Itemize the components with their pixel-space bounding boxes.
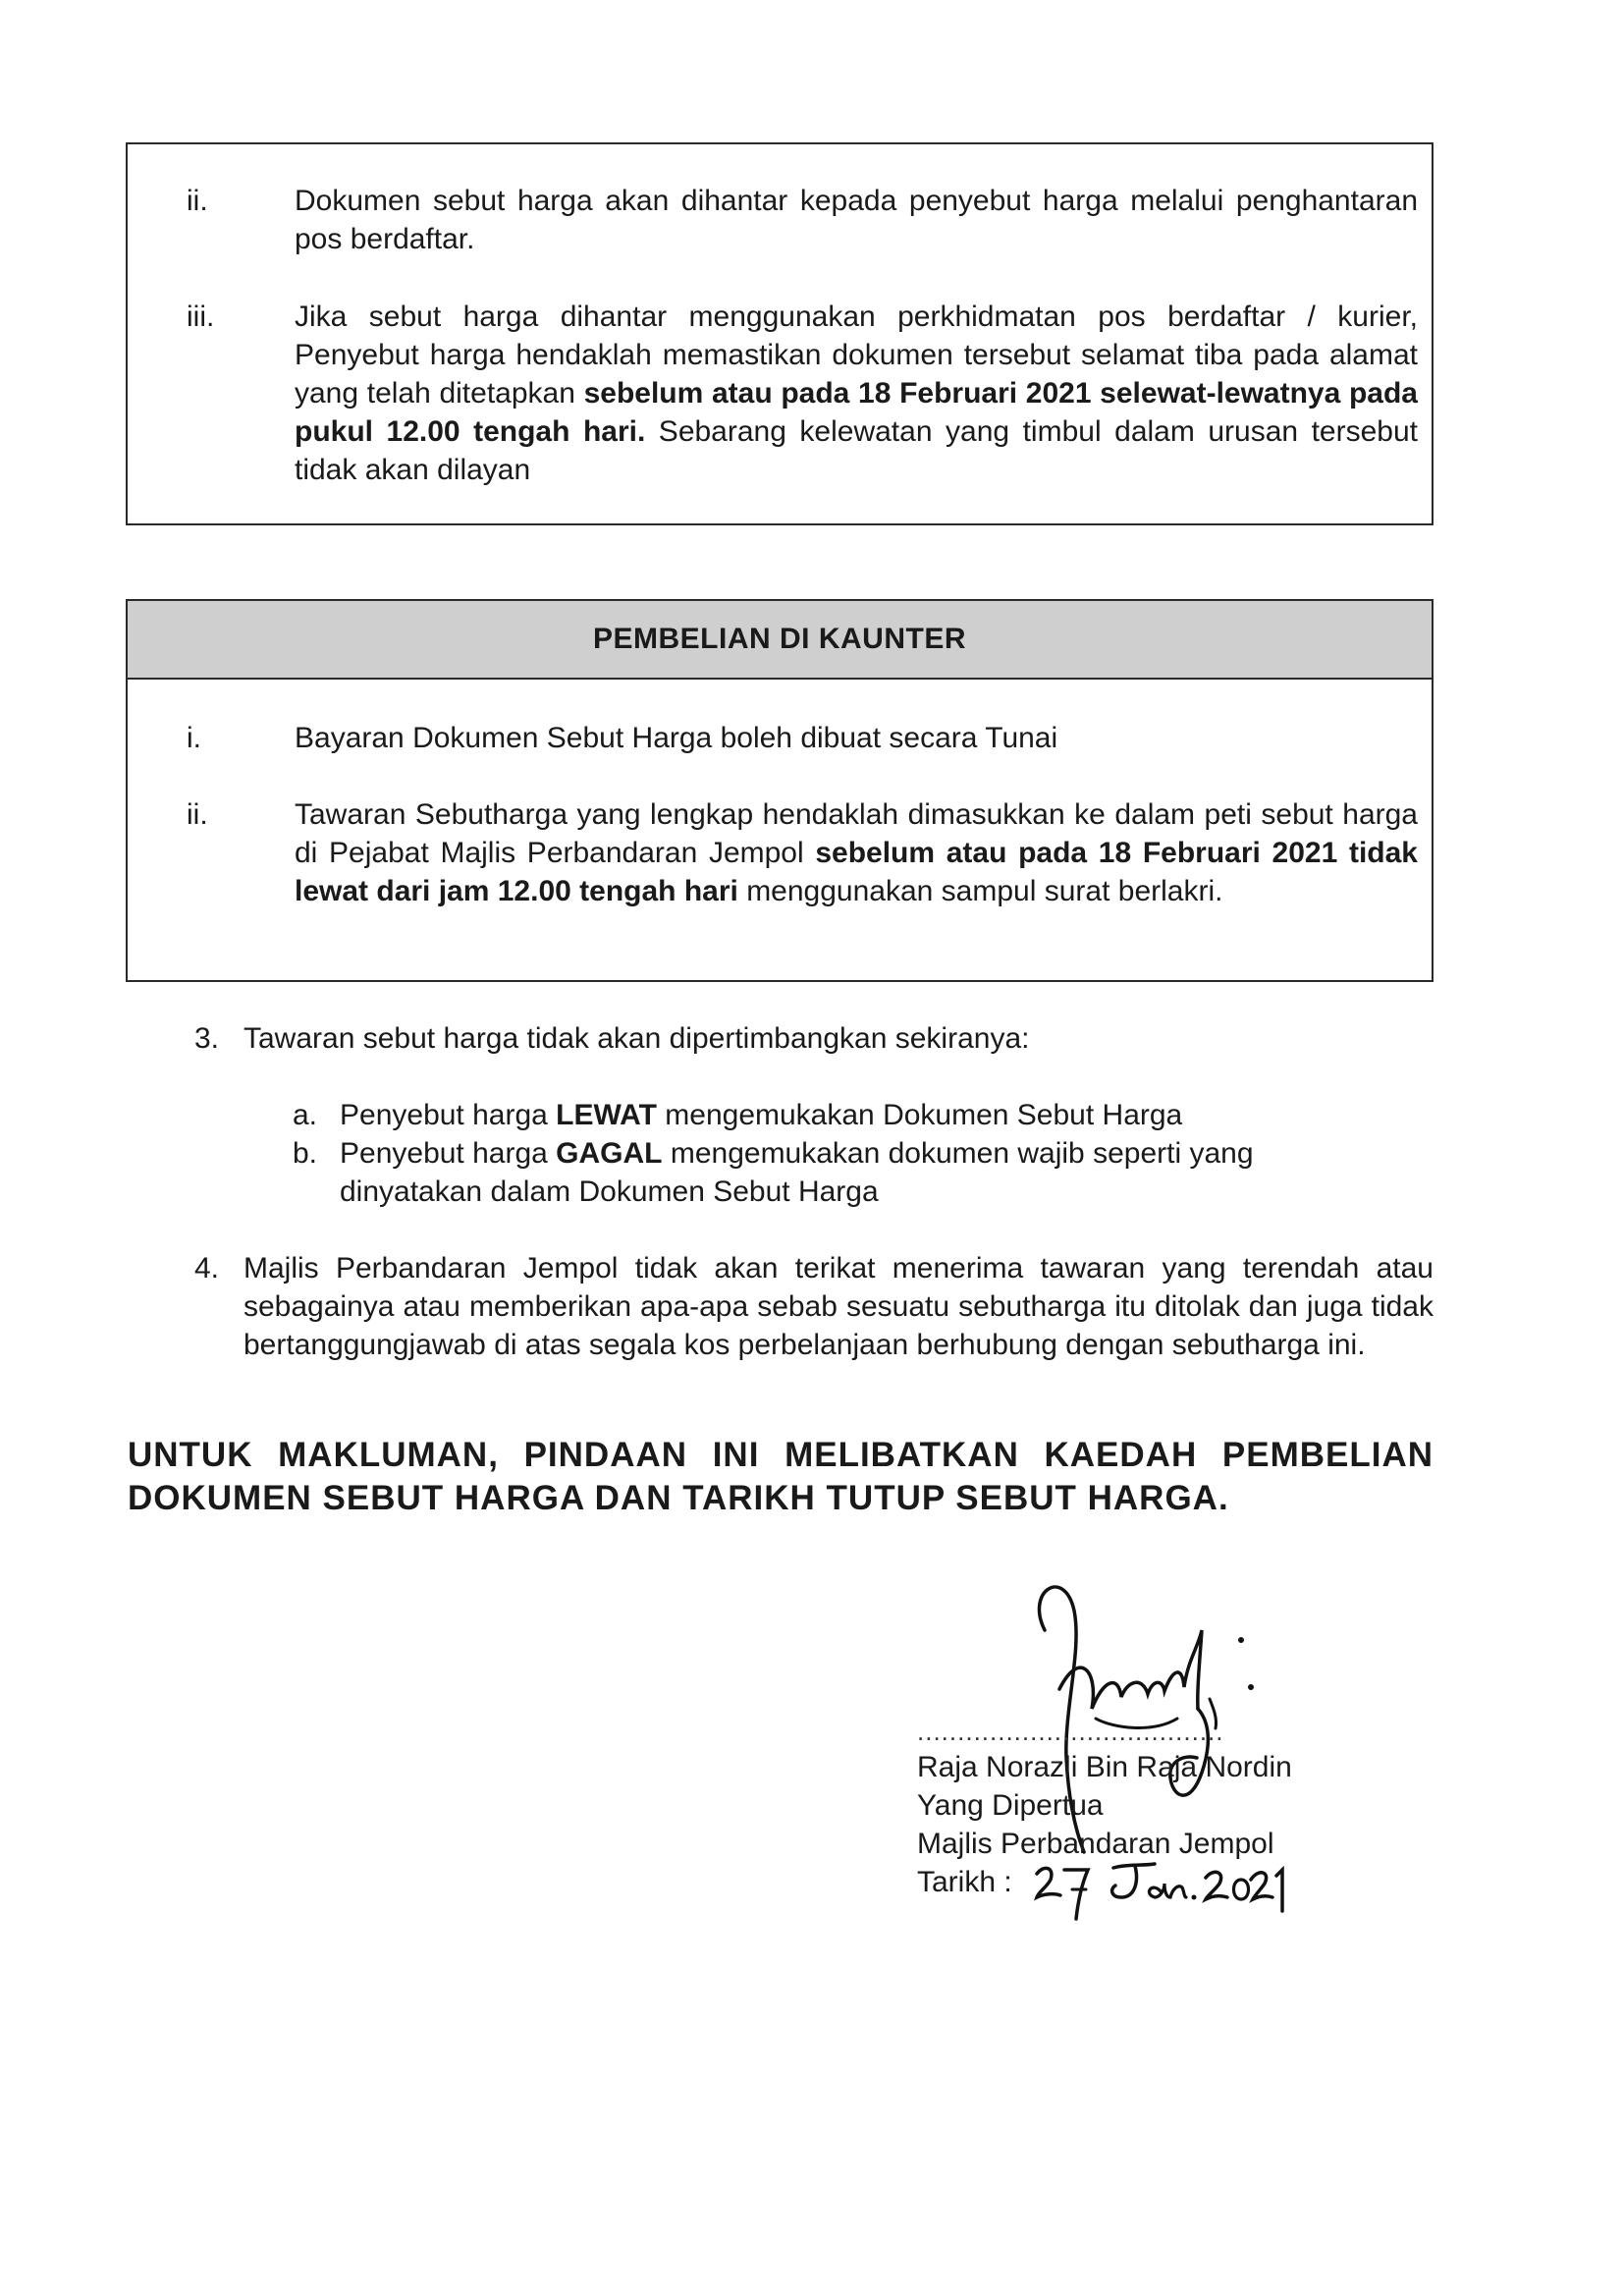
item-text-bold: sebelum atau pada 18 Februari 2021 selewat-lewatnya pada pukul 12.00 tengah hari. bbox=[295, 377, 1418, 448]
sub-item-label: a. bbox=[293, 1099, 318, 1131]
sub-item-text-part: mengemukakan dokumen wajib seperti yang dinyatakan dalam Dokumen Sebut Harga bbox=[340, 1137, 1254, 1208]
sub-item-text-part: Penyebut harga bbox=[340, 1099, 557, 1131]
item-text: Dokumen sebut harga akan dihantar kepada penyebut harga melalui penghantaran pos berdaftar. bbox=[295, 185, 1418, 255]
item-text-bold: sebelum atau pada 18 Februari 2021 tidak lewat dari jam 12.00 tengah hari bbox=[295, 837, 1418, 907]
list-item bbox=[187, 719, 1418, 757]
item-text-part: Jika sebut harga dihantar menggunakan perkhidmatan pos berdaftar / kurier, Penyebut harga hendaklah memastikan dokumen tersebut selamat tiba pada alamat yang telah ditetapkan bbox=[295, 301, 1418, 410]
counter-purchase-box bbox=[126, 599, 1434, 982]
date-label: Tarikh : bbox=[917, 1866, 1012, 1898]
paragraph-3 bbox=[194, 1019, 1434, 1058]
item-text-part: Tawaran Sebutharga yang lengkap hendaklah dimasukkan ke dalam peti sebut harga di Pejabat Majlis Perbandaran Jempol bbox=[295, 798, 1418, 869]
paragraph-text: Tawaran sebut harga tidak akan dipertimbangkan sekiranya: bbox=[243, 1022, 1030, 1055]
handwritten-date bbox=[1033, 1854, 1288, 1923]
sub-item-text-part: mengemukakan Dokumen Sebut Harga bbox=[656, 1099, 1183, 1131]
sub-item-label: b. bbox=[293, 1137, 318, 1170]
sub-item-b bbox=[293, 1134, 1373, 1211]
paragraph-4 bbox=[194, 1249, 1434, 1364]
item-text-part: Sebarang kelewatan yang timbul dalam urusan tersebut tidak akan dilayan bbox=[295, 415, 1418, 486]
item-number: ii. bbox=[187, 185, 208, 217]
paragraph-text: Majlis Perbandaran Jempol tidak akan terikat menerima tawaran yang terendah atau sebagainya atau memberikan apa-apa sebab sesuatu sebutharga itu ditolak dan juga tidak bertanggungjawab di atas segala kos perbelanjaan berhubung dengan sebutharga ini. bbox=[243, 1252, 1434, 1361]
postal-delivery-box bbox=[126, 142, 1434, 525]
signatory-title: Yang Dipertua bbox=[917, 1789, 1104, 1822]
signatory-name: Raja Norazli Bin Raja Nordin bbox=[917, 1751, 1292, 1783]
sub-item-text bbox=[340, 1134, 1322, 1211]
signature-line: ...................................... bbox=[917, 1717, 1224, 1746]
list-item bbox=[187, 182, 1418, 258]
sub-item-bold: LEWAT bbox=[556, 1099, 657, 1131]
sub-item-text bbox=[340, 1096, 1182, 1134]
list-item bbox=[187, 795, 1418, 910]
section-heading: PEMBELIAN DI KAUNTER bbox=[128, 601, 1432, 680]
signature-block bbox=[917, 1571, 1408, 1898]
item-number: i. bbox=[187, 722, 201, 754]
item-text bbox=[295, 298, 1418, 489]
signatory-organization: Majlis Perbandaran Jempol bbox=[917, 1828, 1274, 1860]
sub-item-text-part: Penyebut harga bbox=[340, 1137, 557, 1170]
item-number: iii. bbox=[187, 301, 215, 333]
amendment-notice: UNTUK MAKLUMAN, PINDAAN INI MELIBATKAN KAEDAH PEMBELIAN DOKUMEN SEBUT HARGA DAN TARIKH TUTUP SEBUT HARGA. bbox=[128, 1436, 1434, 1517]
item-text bbox=[295, 795, 1418, 910]
sub-item-a bbox=[293, 1096, 1373, 1134]
item-text: Bayaran Dokumen Sebut Harga boleh dibuat secara Tunai bbox=[295, 722, 1058, 754]
sub-item-bold: GAGAL bbox=[556, 1137, 663, 1170]
paragraph-number: 3. bbox=[194, 1022, 220, 1055]
paragraph-number: 4. bbox=[194, 1252, 220, 1285]
list-item bbox=[187, 298, 1418, 489]
item-number: ii. bbox=[187, 798, 208, 831]
item-text-part: menggunakan sampul surat berlakri. bbox=[737, 875, 1223, 907]
